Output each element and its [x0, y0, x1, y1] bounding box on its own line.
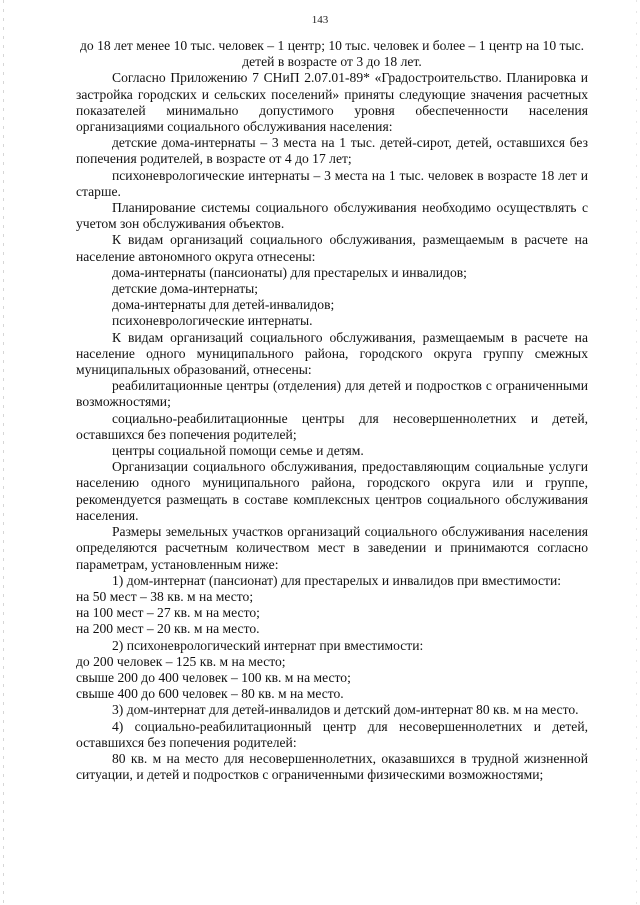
- document-body: [76, 38, 588, 783]
- paragraph: Согласно Приложению 7 СНиП 2.07.01-89* «Градостроительство. Планировка и застройка городских и сельских поселений» приняты следующие значения расчетных показателей минимально допустимого уровня обеспеченности населения организациями социального обслуживания населения:: [76, 70, 588, 135]
- paragraph: 4) социально-реабилитационный центр для несовершеннолетних и детей, оставшихся без попечения родителей:: [76, 718, 588, 750]
- list-item: на 100 мест – 27 кв. м на место;: [76, 605, 260, 621]
- list-item: детские дома-интернаты;: [112, 281, 259, 297]
- paragraph: Планирование системы социального обслуживания необходимо осуществлять с учетом зон обслуживания объектов.: [76, 200, 588, 232]
- list-item: на 50 мест – 38 кв. м на место;: [76, 588, 254, 604]
- list-item: центры социальной помощи семье и детям.: [112, 443, 364, 459]
- paragraph: 3) дом-интернат для детей-инвалидов и детский дом-интернат 80 кв. м на место.: [112, 702, 579, 718]
- list-item: социально-реабилитационные центры для несовершеннолетних и детей, оставшихся без попечения родителей;: [76, 410, 588, 442]
- paragraph: психоневрологические интернаты – 3 места на 1 тыс. человек в возрасте 18 лет и старше.: [76, 167, 588, 199]
- paragraph: Организации социального обслуживания, предоставляющим социальные услуги населению одного муниципального района, городского округа или и группе, рекомендуется размещать в составе комплексных центров социального обслуживания населения.: [76, 459, 588, 523]
- list-item: до 200 человек – 125 кв. м на место;: [76, 653, 286, 669]
- paragraph: Размеры земельных участков организаций социального обслуживания населения определяются расчетным количеством мест в заведении и принимаются согласно параметрам, установленным ниже:: [76, 524, 588, 572]
- list-item: свыше 400 до 600 человек – 80 кв. м на место.: [76, 686, 344, 702]
- list-item: свыше 200 до 400 человек – 100 кв. м на место;: [76, 669, 351, 685]
- scan-edge-left: [3, 0, 4, 905]
- list-item: психоневрологические интернаты.: [112, 313, 313, 329]
- paragraph: детские дома-интернаты – 3 места на 1 тыс. детей-сирот, детей, оставшихся без попечения родителей, в возрасте от 4 до 17 лет;: [76, 135, 588, 167]
- paragraph: К видам организаций социального обслуживания, размещаемым в расчете на население одного муниципального района, городского округа группу смежных муниципальных образований, отнесены:: [76, 329, 588, 378]
- list-item: реабилитационные центры (отделения) для детей и подростков с ограниченными возможностями;: [76, 378, 588, 410]
- list-item: дома-интернаты для детей-инвалидов;: [112, 297, 335, 313]
- paragraph: 80 кв. м на место для несовершеннолетних, оказавшихся в трудной жизненной ситуации, и детей и подростков с ограниченными физическими возможностями;: [76, 750, 588, 783]
- paragraph: К видам организаций социального обслуживания, размещаемым в расчете на население автономного округа отнесены:: [76, 232, 588, 264]
- scan-edge-right: [636, 0, 637, 905]
- page-number: 143: [311, 14, 329, 26]
- list-item: 2) психоневрологический интернат при вместимости:: [112, 637, 424, 653]
- list-item: 1) дом-интернат (пансионат) для престарелых и инвалидов при вместимости:: [112, 572, 561, 588]
- list-item: дома-интернаты (пансионаты) для престарелых и инвалидов;: [112, 264, 467, 280]
- paragraph: до 18 лет менее 10 тыс. человек – 1 центр; 10 тыс. человек и более – 1 центр на 10 тыс. детей в возрасте от 3 до 18 лет.: [79, 38, 585, 70]
- list-item: на 200 мест – 20 кв. м на место.: [76, 621, 260, 637]
